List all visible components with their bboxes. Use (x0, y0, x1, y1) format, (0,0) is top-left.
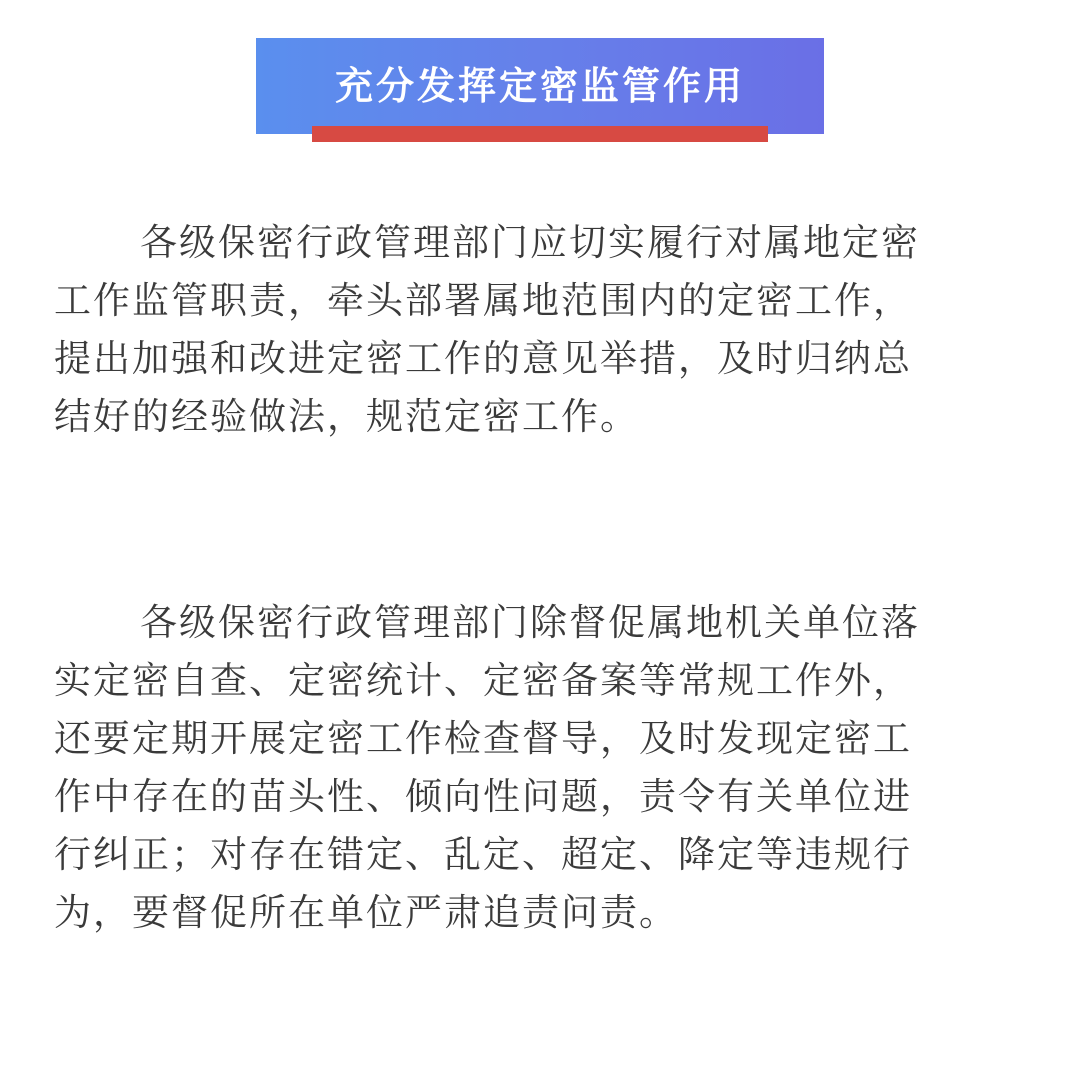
paragraph-line: 各级保密行政管理部门应切实履行对属地定密 (140, 221, 920, 264)
paragraph-line: 各级保密行政管理部门除督促属地机关单位落 (140, 601, 920, 644)
paragraph-line: 还要定期开展定密工作检查督导，及时发现定密工 (54, 717, 912, 760)
title-underline-bar (312, 126, 768, 142)
paragraph-line: 行纠正；对存在错定、乱定、超定、降定等违规行 (54, 833, 912, 876)
paragraph-line: 实定密自查、定密统计、定密备案等常规工作外， (54, 659, 912, 702)
paragraph-line: 结好的经验做法，规范定密工作。 (54, 395, 639, 438)
paragraph-line: 为，要督促所在单位严肃追责问责。 (54, 891, 678, 934)
paragraph-2 (54, 594, 1026, 942)
paragraph-line: 提出加强和改进定密工作的意见举措，及时归纳总 (54, 337, 912, 380)
paragraph-line: 作中存在的苗头性、倾向性问题，责令有关单位进 (54, 775, 912, 818)
section-title-banner (256, 38, 824, 134)
paragraph-1 (54, 214, 1026, 446)
paragraph-line: 工作监管职责，牵头部署属地范围内的定密工作， (54, 279, 912, 322)
section-title: 充分发挥定密监管作用 (334, 64, 745, 108)
